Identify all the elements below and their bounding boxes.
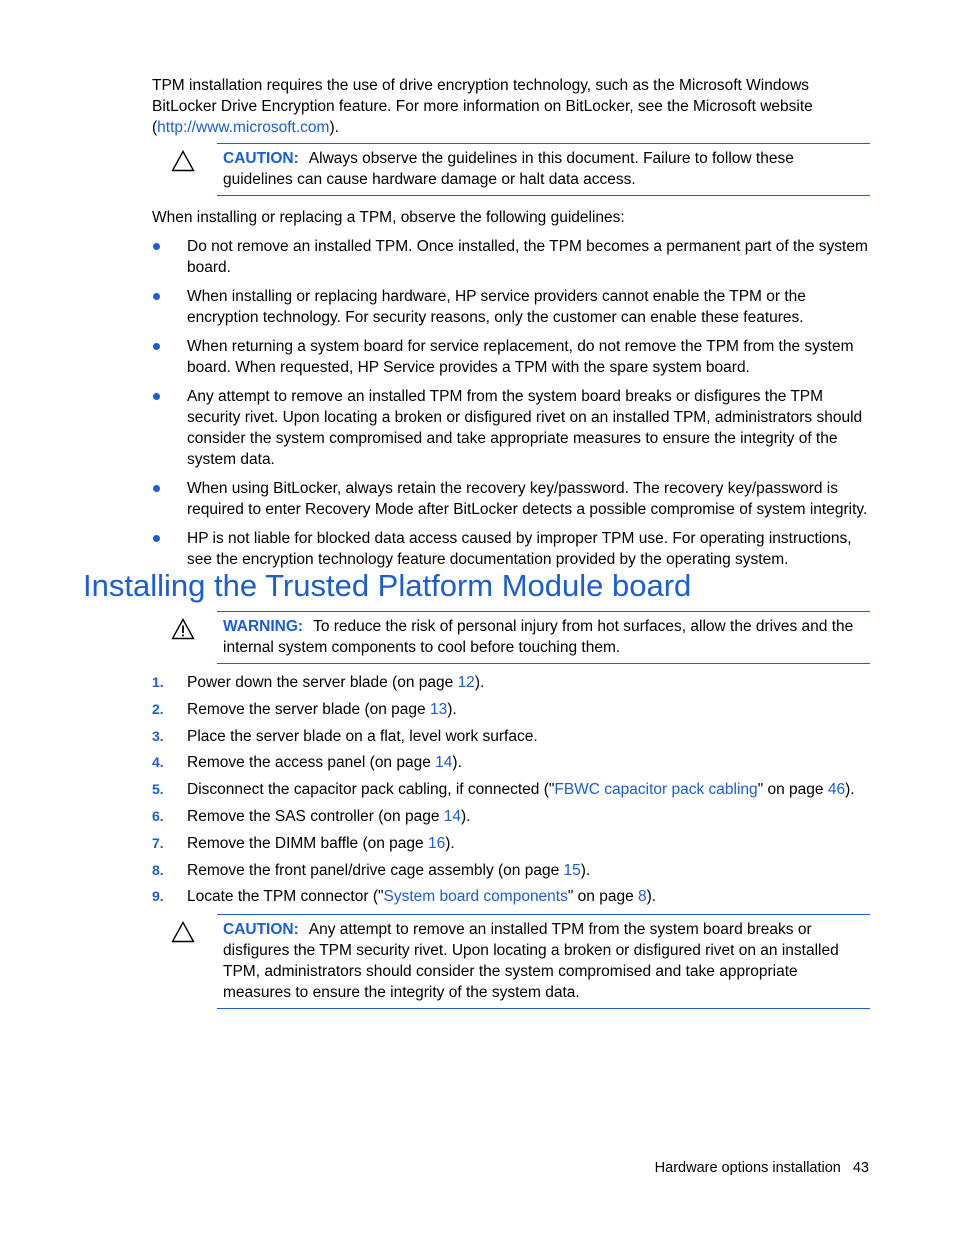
bullet-icon	[153, 293, 160, 300]
step-item	[152, 806, 872, 833]
page-link[interactable]: 15	[563, 861, 581, 879]
caution-icon	[171, 921, 195, 943]
step-text-end: ).	[580, 861, 591, 879]
guideline-text: HP is not liable for blocked data access caused by improper TPM use. For operating instructions, see the encryption technology feature documentation provided by the operating system.	[187, 530, 852, 568]
caution-label: CAUTION:	[223, 921, 299, 938]
caution-notice	[217, 914, 870, 1009]
step-text: Locate the TPM connector ("	[187, 888, 384, 906]
page-link[interactable]: 8	[638, 888, 647, 906]
step-text: Power down the server blade (on page	[187, 674, 458, 691]
bullet-icon	[153, 343, 160, 350]
step-text: Remove the DIMM baffle (on page	[187, 834, 428, 852]
step-text: Remove the access panel (on page	[187, 754, 436, 772]
caution-notice	[217, 143, 870, 196]
step-text-end: ).	[447, 700, 457, 718]
bullet-icon	[153, 485, 160, 492]
step-item	[152, 886, 872, 913]
page-link[interactable]: 14	[435, 754, 453, 772]
step-item	[152, 833, 872, 860]
bullet-icon	[153, 243, 160, 250]
guidelines-list	[152, 236, 872, 578]
guideline-text: Any attempt to remove an installed TPM from the system board breaks or disfigures the TPM security rivet. Upon locating a broken or disfigured rivet on an installed TPM, administrators should consider the system compromised and take appropriate measures to ensure the integrity of the system data.	[187, 388, 863, 468]
step-text-mid: " on page	[567, 888, 639, 906]
guideline-text: Do not remove an installed TPM. Once installed, the TPM becomes a permanent part of the system board.	[187, 238, 868, 276]
step-item	[152, 699, 872, 726]
page-link[interactable]: 46	[827, 781, 846, 799]
step-number: 2.	[152, 700, 164, 717]
step-text: Place the server blade on a flat, level work surface.	[187, 727, 538, 745]
page-number: 43	[852, 1160, 869, 1176]
step-text-mid: " on page	[757, 781, 828, 799]
warning-icon	[171, 618, 195, 640]
step-number: 1.	[152, 674, 164, 690]
page-footer	[655, 1158, 869, 1179]
step-text-end: ).	[445, 834, 455, 852]
page-link[interactable]: 16	[427, 834, 446, 852]
step-item	[152, 752, 872, 779]
topic-link[interactable]: FBWC capacitor pack cabling	[554, 781, 758, 799]
page-link[interactable]: 14	[443, 807, 461, 825]
intro-text: TPM installation requires the use of drive encryption technology, such as the Microsoft Windows BitLocker Drive Encryption feature. For more information on BitLocker, see the Microsoft website (	[152, 77, 813, 136]
step-number: 7.	[152, 834, 164, 851]
warning-notice	[217, 611, 870, 664]
bullet-icon	[153, 535, 160, 542]
list-item	[152, 386, 872, 470]
guideline-text: When returning a system board for service replacement, do not remove the TPM from the system board. When requested, HP Service provides a TPM with the spare system board.	[187, 338, 854, 376]
step-text: Remove the server blade (on page	[187, 700, 430, 718]
guideline-text: When installing or replacing hardware, HP service providers cannot enable the TPM or the encryption technology. For security reasons, only the customer can enable these features.	[187, 288, 806, 326]
caution-text: Any attempt to remove an installed TPM from the system board breaks or disfigures the TPM security rivet. Upon locating a broken or disfigured rivet on an installed TPM, administrators should consider the system compromised and take appropriate measures to ensure the integrity of the system data.	[223, 921, 839, 1001]
step-number: 5.	[152, 781, 164, 798]
step-number: 6.	[152, 807, 164, 824]
guideline-text: When using BitLocker, always retain the recovery key/password. The recovery key/password is required to enter Recovery Mode after BitLocker detects a possible compromise of system integrity.	[187, 480, 868, 518]
step-text-end: ).	[646, 888, 657, 906]
step-text-end: ).	[461, 807, 471, 825]
step-item	[152, 860, 872, 887]
section-heading: Installing the Trusted Platform Module board	[83, 568, 692, 603]
caution-label: CAUTION:	[223, 150, 299, 167]
step-text-end: ).	[845, 781, 855, 799]
page-link[interactable]: 13	[429, 700, 448, 718]
warning-label: WARNING:	[223, 618, 304, 635]
step-item	[152, 726, 872, 753]
step-text: Remove the front panel/drive cage assembly (on page	[187, 861, 564, 879]
caution-icon	[171, 150, 195, 172]
topic-link[interactable]: System board components	[383, 888, 568, 906]
intro-paragraph	[152, 75, 872, 138]
list-item	[152, 478, 872, 520]
warning-text: To reduce the risk of personal injury from hot surfaces, allow the drives and the internal system components to cool before touching them.	[223, 618, 854, 656]
list-item	[152, 286, 872, 328]
caution-text: Always observe the guidelines in this document. Failure to follow these guidelines can cause hardware damage or halt data access.	[223, 150, 794, 188]
step-text: Disconnect the capacitor pack cabling, if connected ("	[187, 781, 555, 799]
step-text-end: ).	[474, 674, 485, 691]
footer-section-title: Hardware options installation	[654, 1160, 841, 1176]
intro-text-end: ).	[329, 119, 339, 136]
microsoft-website-link[interactable]: http://www.microsoft.com	[157, 119, 330, 136]
step-number: 3.	[152, 727, 164, 744]
step-item	[152, 672, 872, 699]
step-number: 8.	[152, 861, 164, 878]
step-number: 4.	[152, 754, 164, 771]
list-item	[152, 336, 872, 378]
list-item	[152, 528, 872, 570]
step-number: 9.	[152, 888, 164, 905]
bullet-icon	[153, 393, 160, 400]
step-text-end: ).	[452, 754, 462, 772]
step-item	[152, 779, 872, 806]
list-item	[152, 236, 872, 278]
steps-list	[152, 672, 872, 913]
page-link[interactable]: 12	[457, 674, 475, 691]
step-text: Remove the SAS controller (on page	[187, 807, 444, 825]
guidelines-intro: When installing or replacing a TPM, observe the following guidelines:	[152, 209, 625, 226]
